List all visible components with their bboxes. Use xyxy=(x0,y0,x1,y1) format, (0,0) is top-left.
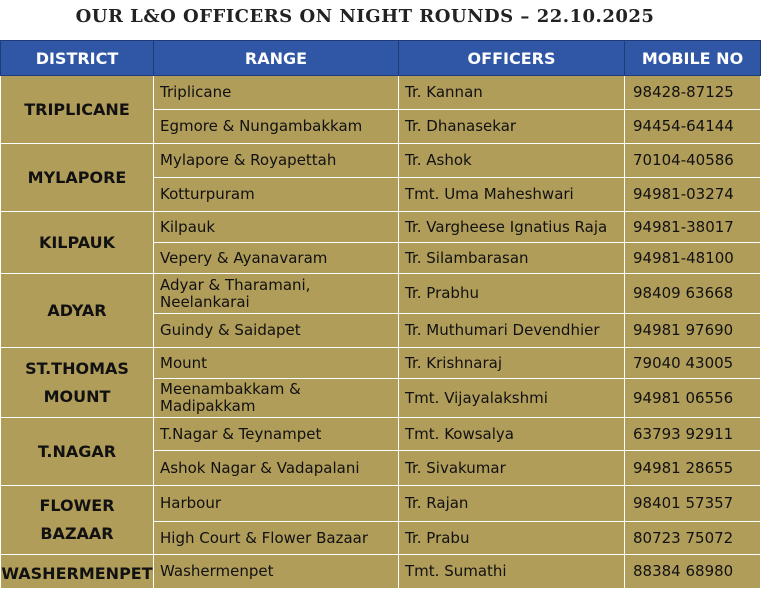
range-cell: Mylapore & Royapettah xyxy=(154,144,399,178)
range-cell: Ashok Nagar & Vadapalani xyxy=(154,451,399,486)
officer-cell: Tr. Dhanasekar xyxy=(399,110,625,144)
officer-cell: Tr. Prabu xyxy=(399,522,625,555)
column-header-mobile: MOBILE NO xyxy=(625,41,761,76)
column-header-district: DISTRICT xyxy=(1,41,154,76)
officers-table-container xyxy=(0,40,744,600)
mobile-cell: 79040 43005 xyxy=(625,348,761,379)
range-cell: T.Nagar & Teynampet xyxy=(154,418,399,451)
table-row xyxy=(1,555,761,589)
mobile-cell: 98401 57357 xyxy=(625,486,761,522)
officer-cell: Tr. Rajan xyxy=(399,486,625,522)
table-row xyxy=(1,418,761,451)
officers-table xyxy=(0,40,761,589)
officer-cell: Tr. Krishnaraj xyxy=(399,348,625,379)
district-cell: ADYAR xyxy=(1,274,154,348)
mobile-cell: 94981-38017 xyxy=(625,212,761,243)
table-row xyxy=(1,274,761,314)
column-header-officers: OFFICERS xyxy=(399,41,625,76)
officer-cell: Tr. Muthumari Devendhier xyxy=(399,314,625,348)
district-cell: TRIPLICANE xyxy=(1,76,154,144)
mobile-cell: 98409 63668 xyxy=(625,274,761,314)
table-row xyxy=(1,212,761,243)
range-cell: Vepery & Ayanavaram xyxy=(154,243,399,274)
page-title: OUR L&O OFFICERS ON NIGHT ROUNDS – 22.10.2025 xyxy=(75,6,655,27)
range-cell: Kotturpuram xyxy=(154,178,399,212)
range-cell: Egmore & Nungambakkam xyxy=(154,110,399,144)
table-row xyxy=(1,144,761,178)
table-row xyxy=(1,76,761,110)
mobile-cell: 88384 68980 xyxy=(625,555,761,589)
mobile-cell: 80723 75072 xyxy=(625,522,761,555)
officer-cell: Tmt. Kowsalya xyxy=(399,418,625,451)
officer-cell: Tmt. Sumathi xyxy=(399,555,625,589)
range-cell: Washermenpet xyxy=(154,555,399,589)
range-cell: Mount xyxy=(154,348,399,379)
range-cell: Kilpauk xyxy=(154,212,399,243)
officer-cell: Tr. Sivakumar xyxy=(399,451,625,486)
mobile-cell: 63793 92911 xyxy=(625,418,761,451)
district-cell: MYLAPORE xyxy=(1,144,154,212)
officer-cell: Tmt. Vijayalakshmi xyxy=(399,379,625,418)
mobile-cell: 98428-87125 xyxy=(625,76,761,110)
mobile-cell: 94981 28655 xyxy=(625,451,761,486)
officer-cell: Tr. Silambarasan xyxy=(399,243,625,274)
officer-cell: Tmt. Uma Maheshwari xyxy=(399,178,625,212)
table-row xyxy=(1,348,761,379)
mobile-cell: 94981-48100 xyxy=(625,243,761,274)
officer-cell: Tr. Kannan xyxy=(399,76,625,110)
officer-cell: Tr. Prabhu xyxy=(399,274,625,314)
mobile-cell: 94981 06556 xyxy=(625,379,761,418)
officer-cell: Tr. Ashok xyxy=(399,144,625,178)
mobile-cell: 70104-40586 xyxy=(625,144,761,178)
district-cell: T.NAGAR xyxy=(1,418,154,486)
district-cell: ST.THOMAS MOUNT xyxy=(1,348,154,418)
range-cell: Guindy & Saidapet xyxy=(154,314,399,348)
district-cell: KILPAUK xyxy=(1,212,154,274)
range-cell: Triplicane xyxy=(154,76,399,110)
range-cell: Adyar & Tharamani, Neelankarai xyxy=(154,274,399,314)
mobile-cell: 94981-03274 xyxy=(625,178,761,212)
range-cell: Meenambakkam & Madipakkam xyxy=(154,379,399,418)
range-cell: Harbour xyxy=(154,486,399,522)
district-cell: FLOWER BAZAAR xyxy=(1,486,154,555)
range-cell: High Court & Flower Bazaar xyxy=(154,522,399,555)
mobile-cell: 94454-64144 xyxy=(625,110,761,144)
district-cell: WASHERMENPET xyxy=(1,555,154,589)
table-row xyxy=(1,486,761,522)
mobile-cell: 94981 97690 xyxy=(625,314,761,348)
officer-cell: Tr. Vargheese Ignatius Raja xyxy=(399,212,625,243)
column-header-range: RANGE xyxy=(154,41,399,76)
table-header-row xyxy=(1,41,761,76)
